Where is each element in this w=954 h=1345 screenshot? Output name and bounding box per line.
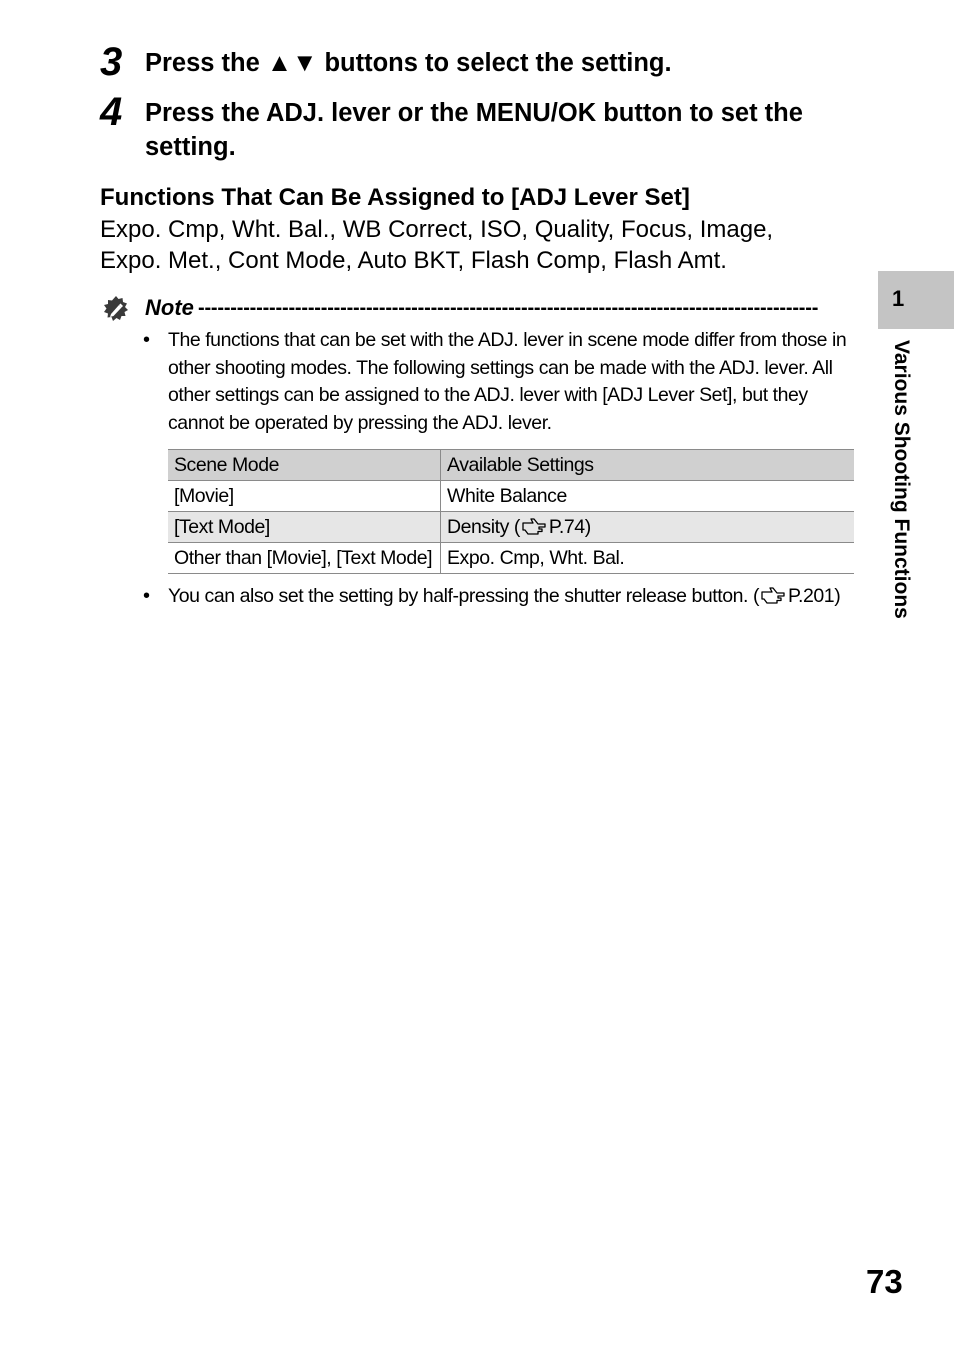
table-cell-settings [441,512,855,543]
chapter-number: 1 [892,286,905,311]
table-cell-scene: [Movie] [168,481,441,512]
note-pencil-icon [102,295,130,323]
bullet-mark: • [143,329,151,351]
step-number: 4 [100,90,121,134]
step-instruction: Press the ADJ. lever or the MENU/OK button to set the setting. [145,99,803,161]
step-instruction: Press the ▲▼ buttons to select the setting. [145,49,672,77]
note-divider: ------------------------------------------------------------------------------------------------ [198,297,819,319]
bullet-mark: • [143,585,151,607]
chapter-tab [878,271,954,329]
pointing-hand-reference-icon [521,517,547,537]
table-row [168,512,854,543]
functions-list: Expo. Cmp, Wht. Bal., WB Correct, ISO, Quality, Focus, Image, Expo. Met., Cont Mode, Auto BKT, Flash Comp, Flash Amt. [100,216,774,274]
table-row [168,481,854,512]
functions-heading: Functions That Can Be Assigned to [ADJ Lever Set] [100,184,690,211]
note-header [100,293,855,325]
table-header-cell: Available Settings [441,450,855,481]
reference-page: P.201) [788,585,841,607]
table-header-cell: Scene Mode [168,450,441,481]
pointing-hand-reference-icon [760,586,786,606]
table-header-row [168,450,854,481]
reference-page: P.74) [548,515,591,538]
settings-table [168,449,854,574]
table-cell-settings: White Balance [441,481,855,512]
table-row [168,543,854,574]
page-number: 73 [866,1263,903,1300]
note-bullet-text: The functions that can be set with the ADJ. lever in scene mode differ from those in other shooting modes. The following settings can be made with the ADJ. lever. All other settings can be assigned to the ADJ. lever with [ADJ Lever Set], but they cannot be operated by pressing the ADJ. lever. [168,329,847,434]
note-label: Note [145,295,194,320]
step-number: 3 [100,40,121,84]
table-cell-settings: Expo. Cmp, Wht. Bal. [441,543,855,574]
settings-text: Density ( [447,515,520,538]
bullet-text: You can also set the setting by half-pressing the shutter release button. ( [168,585,759,607]
table-cell-scene: Other than [Movie], [Text Mode] [168,543,441,574]
note-bullet-text [168,583,858,611]
chapter-title: Various Shooting Functions [890,340,913,619]
table-cell-scene: [Text Mode] [168,512,441,543]
